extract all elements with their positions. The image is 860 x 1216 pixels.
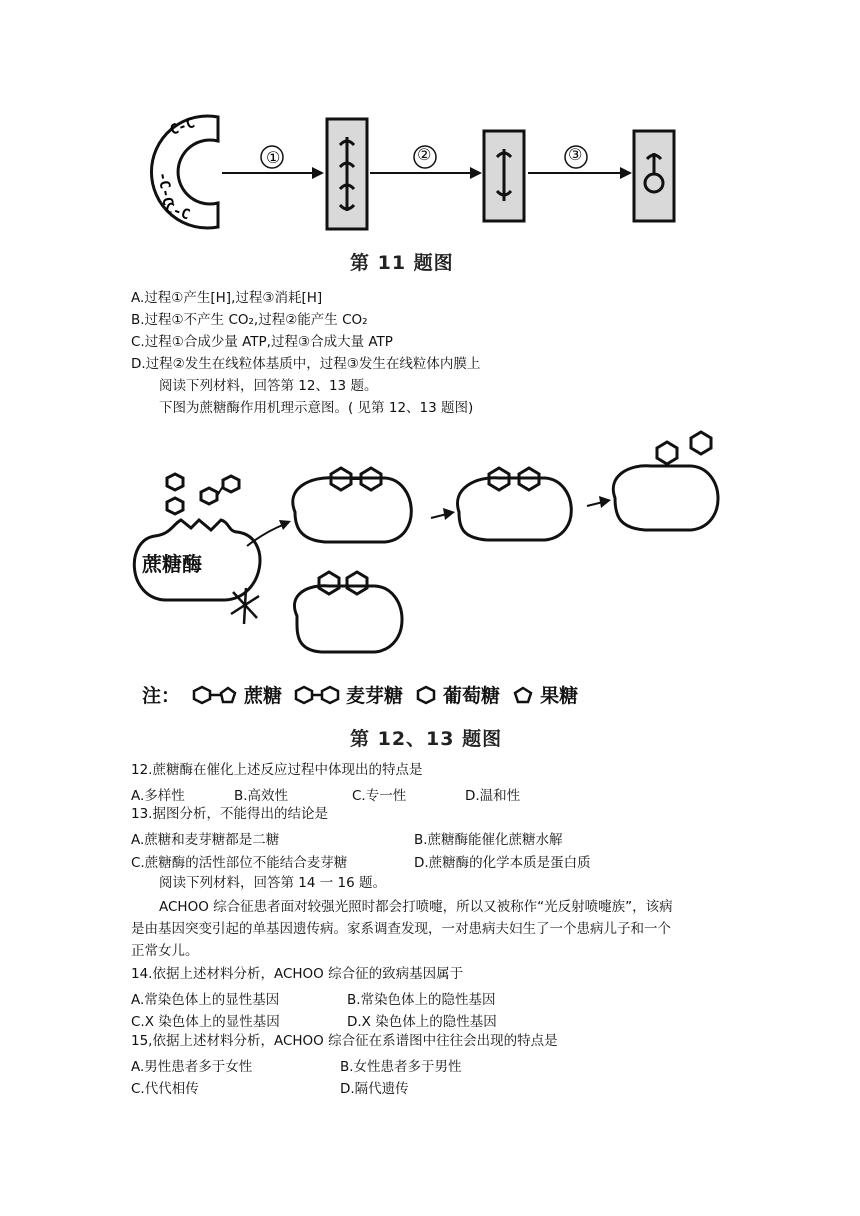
reading-intro-12-13: 阅读下列材料，回答第 12、13 题。 <box>159 378 378 394</box>
maltose-legend-icon <box>294 685 340 705</box>
q14-option-b: B.常染色体上的隐性基因 <box>347 992 496 1008</box>
q15-option-a: A.男性患者多于女性 <box>131 1059 253 1075</box>
passage-line-1: ACHOO 综合征患者面对较强光照时都会打喷嚏，所以又被称作“光反射喷嚏族”，该病 <box>159 899 673 915</box>
q12-option-b: B.高效性 <box>234 788 289 804</box>
q13-option-c: C.蔗糖酶的活性部位不能结合麦芽糖 <box>131 855 348 871</box>
passage-line-2: 是由基因突变引起的单基因遗传病。家系调查发现，一对患病夫妇生了一个患病儿子和一个 <box>131 921 671 937</box>
q11-option-b: B.过程①不产生 CO₂,过程②能产生 CO₂ <box>131 312 368 328</box>
q15-option-c: C.代代相传 <box>131 1081 199 1097</box>
figure-12-13-caption: 第 12、13 题图 <box>350 728 503 750</box>
q12-option-a: A.多样性 <box>131 788 185 804</box>
legend-note-label: 注： <box>142 685 181 707</box>
legend-maltose: 麦芽糖 <box>346 685 404 707</box>
q14-option-a: A.常染色体上的显性基因 <box>131 992 280 1008</box>
q12-option-c: C.专一性 <box>352 788 407 804</box>
svg-text:C-C: C-C <box>162 199 192 224</box>
q14-stem: 14.依据上述材料分析，ACHOO 综合征的致病基因属于 <box>131 966 464 982</box>
svg-text:-C-C: -C-C <box>154 170 176 207</box>
q11-option-d: D.过程②发生在线粒体基质中，过程③发生在线粒体内膜上 <box>131 356 481 372</box>
passage-line-3: 正常女儿。 <box>131 943 199 959</box>
q12-stem: 12.蔗糖酶在催化上述反应过程中体现出的特点是 <box>131 762 423 778</box>
q12-option-d: D.温和性 <box>465 788 521 804</box>
legend-glucose: 葡萄糖 <box>443 685 501 707</box>
figure-intro: 下图为蔗糖酶作用机理示意图。( 见第 12、13 题图) <box>159 400 474 416</box>
enzyme-label: 蔗糖酶 <box>142 552 202 576</box>
q11-option-c: C.过程①合成少量 ATP,过程③合成大量 ATP <box>131 334 393 350</box>
legend <box>142 681 590 708</box>
q15-option-b: B.女性患者多于男性 <box>340 1059 462 1075</box>
q11-option-a: A.过程①产生[H],过程③消耗[H] <box>131 290 323 306</box>
q14-option-c: C.X 染色体上的显性基因 <box>131 1014 280 1030</box>
sucrose-legend-icon <box>192 685 238 705</box>
legend-fructose: 果糖 <box>540 685 579 707</box>
svg-text:①: ① <box>266 148 281 167</box>
figure-11-caption: 第 11 题图 <box>350 252 454 274</box>
q13-option-b: B.蔗糖酶能催化蔗糖水解 <box>414 832 563 848</box>
q14-option-d: D.X 染色体上的隐性基因 <box>347 1014 497 1030</box>
q13-option-d: D.蔗糖酶的化学本质是蛋白质 <box>414 855 591 871</box>
legend-sucrose: 蔗糖 <box>244 685 283 707</box>
reading-intro-14-16: 阅读下列材料，回答第 14 一 16 题。 <box>159 875 387 891</box>
glucose-legend-icon <box>415 685 437 705</box>
figure-11-diagram <box>120 105 680 235</box>
q13-stem: 13.据图分析，不能得出的结论是 <box>131 806 328 822</box>
q15-stem: 15,依据上述材料分析，ACHOO 综合征在系谱图中往往会出现的特点是 <box>131 1033 558 1049</box>
figure-12-13-diagram <box>125 428 765 673</box>
q13-option-a: A.蔗糖和麦芽糖都是二糖 <box>131 832 280 848</box>
step-3-label: ③ <box>568 145 583 164</box>
carbon-chain-label: C-C <box>167 115 198 139</box>
q15-option-d: D.隔代遗传 <box>340 1081 409 1097</box>
step-2-label: ② <box>417 145 432 164</box>
fructose-legend-icon <box>512 685 534 705</box>
